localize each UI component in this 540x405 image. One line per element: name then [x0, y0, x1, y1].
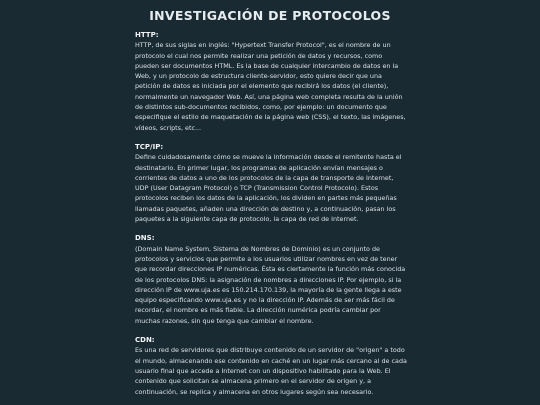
section-heading-tcp-ip: TCP/IP: [135, 142, 164, 151]
section-text-tcp-ip: Define cuidadosamente cómo se mueve la información desde el remitente hasta el destinatario. En primer lugar, los programas de aplicación envían mensajes o corrientes de datos a uno de los protocolos de la capa de transporte de Internet, UDP (User Datagram Protocol) o TCP (Transmission Control Protocolo). Estos protocolos reciben los datos de la aplicación, los dividen en partes más pequeñas llamadas paquetes, añaden una dirección de destino y, a continuación, pasan los paquetes a la siguiente capa de protocolo, la capa de red de Internet. [135, 153, 402, 224]
section-heading-http: HTTP: [135, 31, 159, 39]
section-tcp-ip [135, 142, 407, 224]
section-text-http: HTTP, de sus siglas en inglés: "Hypertext Transfer Protocol", es el nombre de un protocolo el cual nos permite realizar una petición de datos y recursos, como pueden ser documentos HTML. Es la base de cualquier intercambio de datos en la Web, y un protocolo de estructura cliente-servidor, esto quiere decir que una petición de datos es iniciada por el elemento que recibirá los datos (el cliente), normalmente un navegador Web. Así, una página web completa resulta de la unión de distintos sub-documentos recibidos, como, por ejemplo: un documento que especifique el estilo de maquetación de la página web (CSS), el texto, las imágenes, vídeos, scripts, etc... [135, 41, 406, 132]
section-cdn [135, 335, 407, 397]
section-dns [135, 233, 407, 326]
section-heading-dns: DNS: [135, 234, 155, 243]
section-text-dns: (Domain Name System, Sistema de Nombres de Dominio) es un conjunto de protocolos y servicios que permite a los usuarios utilizar nombres en vez de tener que recordar direcciones IP numéricas. Ésta es ciertamente la función más conocida de los protocolos DNS: la asignación de nombres a direcciones IP. Por ejemplo, si la dirección IP de www.uja.es es 150.214.170.139, la mayoría de la gente llega a este equipo especificando www.uja.es y no la dirección IP. Además de ser más fácil de recordar, el nombre es más fiable. La dirección numérica podría cambiar por muchas razones, sin que tenga que cambiar el nombre. [135, 244, 406, 325]
page-title: INVESTIGACIÓN DE PROTOCOLOS [149, 8, 391, 23]
section-text-cdn: Es una red de servidores que distribuye contenido de un servidor de "origen" a todo el mundo, almacenando ese contenido en caché en un lugar más cercano al de cada usuario final que accede a Internet con un dispositivo habilitado para la Web. El contenido que solicitan se almacena primero en el servidor de origen y, a continuación, se replica y almacena en otros lugares según sea necesario. [135, 346, 407, 396]
section-heading-cdn: CDN: [135, 336, 155, 345]
document-content [135, 30, 407, 405]
section-http [135, 30, 407, 133]
